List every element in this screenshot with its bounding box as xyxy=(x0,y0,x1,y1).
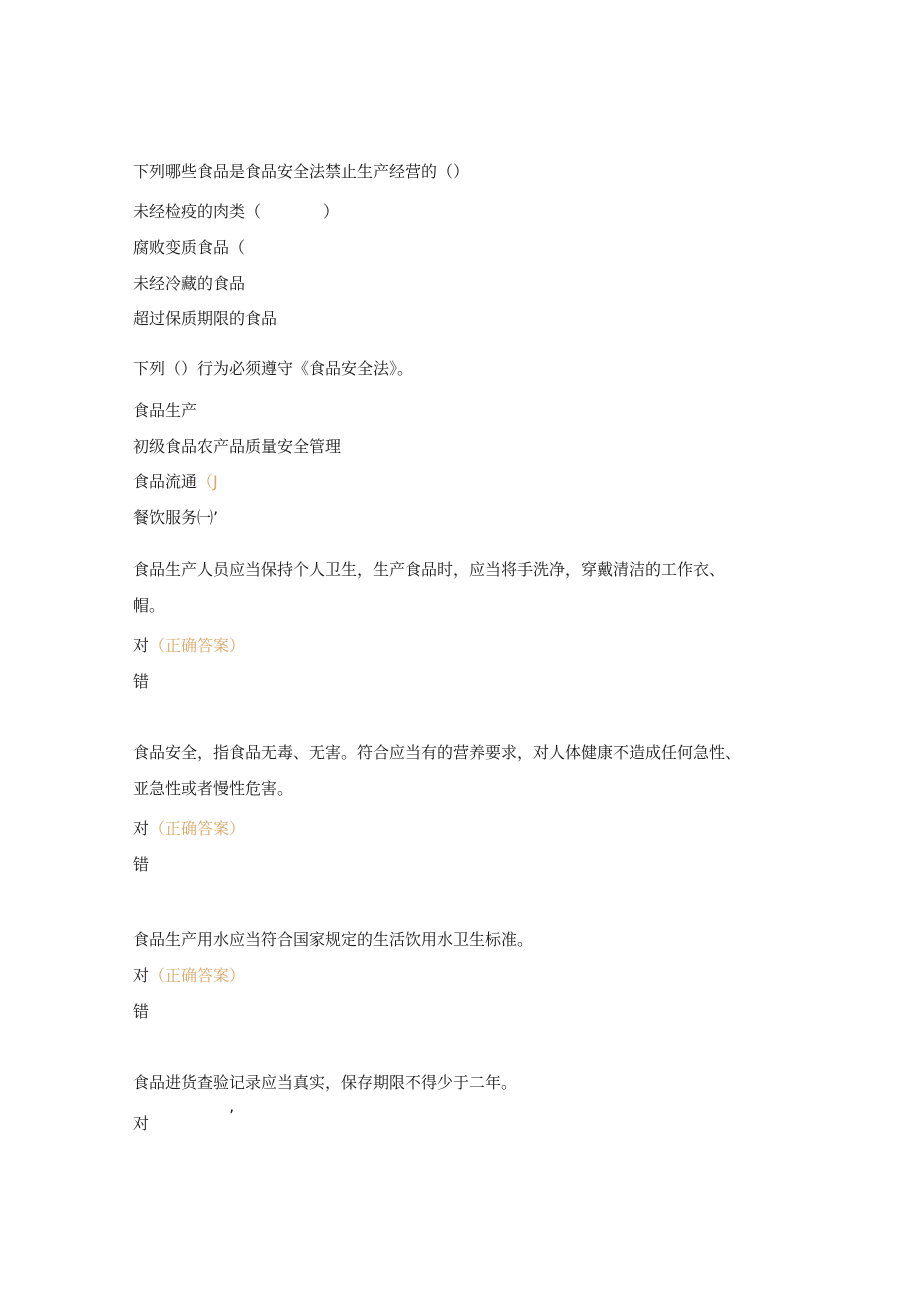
question-5-option-false: 错 xyxy=(133,1002,150,1021)
question-4-option-true xyxy=(133,818,245,840)
question-4-option-false: 错 xyxy=(133,855,150,874)
question-1-option-b: 腐败变质食品（ xyxy=(133,238,246,257)
question-2-option-c xyxy=(133,471,218,493)
question-5-stem: 食品生产用水应当符合国家规定的生活饮用水卫生标准。 xyxy=(133,930,534,949)
question-2-option-b: 初级食品农产品质量安全管理 xyxy=(133,437,342,456)
question-4-stem-line-2: 亚急性或者慢性危害。 xyxy=(133,779,294,798)
correct-answer-mark: （正确答案） xyxy=(149,636,246,655)
option-text: 对 xyxy=(133,966,150,985)
option-text: 未经检疫的肉类（ xyxy=(133,202,262,221)
question-1-option-c: 未经冷藏的食品 xyxy=(133,274,246,293)
answer-mark: （J xyxy=(197,472,218,491)
option-text: 对 xyxy=(133,1114,150,1133)
option-tail: ） xyxy=(323,202,340,221)
question-2-option-d: 餐饮服务㈠’ xyxy=(133,508,219,527)
question-3-stem-line-2: 帽。 xyxy=(133,596,166,615)
question-3-option-true xyxy=(133,635,245,657)
question-2-stem: 下列（）行为必须遵守《食品安全法》。 xyxy=(133,359,414,378)
question-3-stem-line-1: 食品生产人员应当保持个人卫生，生产食品时，应当将手洗净，穿戴清洁的工作衣、 xyxy=(133,560,726,579)
question-5-option-true xyxy=(133,965,245,987)
question-6-stem: 食品进货查验记录应当真实，保存期限不得少于二年。 xyxy=(133,1073,518,1092)
option-tail: ’ xyxy=(229,1106,235,1125)
option-text: 对 xyxy=(133,636,150,655)
question-1-option-a xyxy=(133,201,339,223)
question-6-option-true xyxy=(133,1106,235,1135)
question-1-option-d: 超过保质期限的食品 xyxy=(133,309,278,328)
question-3-option-false: 错 xyxy=(133,672,150,691)
option-text: 食品流通 xyxy=(133,472,198,491)
question-2-option-a: 食品生产 xyxy=(133,401,198,420)
option-text: 对 xyxy=(133,819,150,838)
correct-answer-mark: （正确答案） xyxy=(149,819,246,838)
correct-answer-mark: （正确答案） xyxy=(149,966,246,985)
question-1-stem: 下列哪些食品是食品安全法禁止生产经营的（） xyxy=(133,162,470,181)
question-4-stem-line-1: 食品安全，指食品无毒、无害。符合应当有的营养要求，对人体健康不造成任何急性、 xyxy=(133,743,742,762)
